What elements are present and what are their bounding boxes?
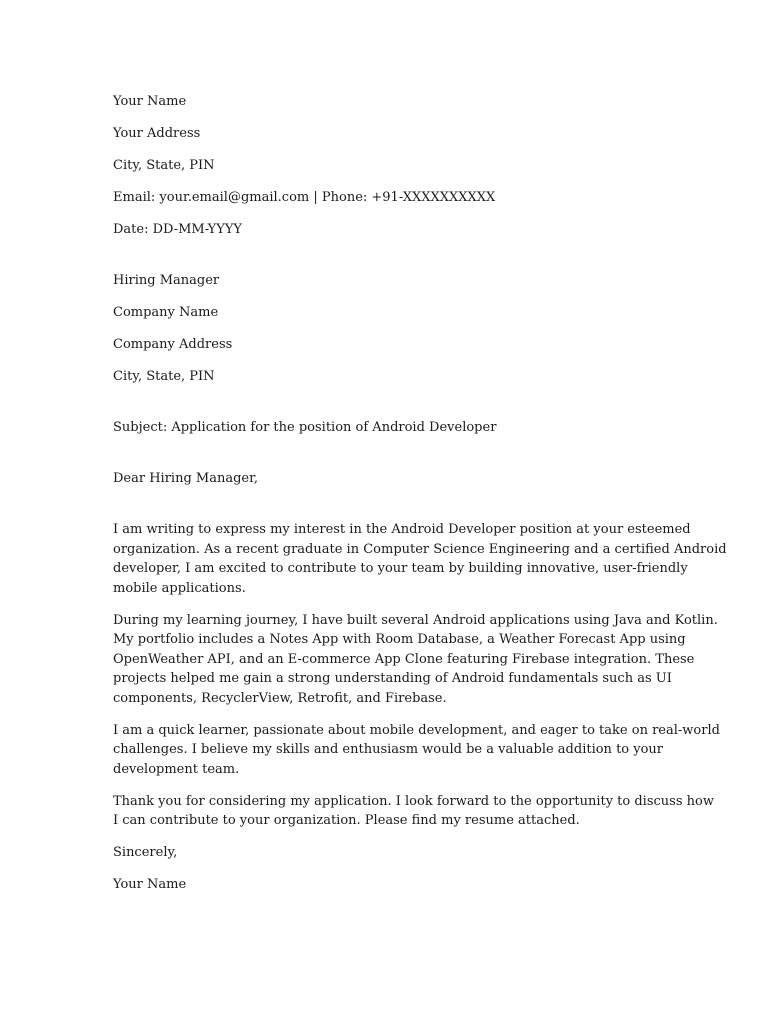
sender-city: City, State, PIN (113, 158, 215, 173)
paragraph-line: mobile applications. (113, 580, 246, 596)
recipient-address: Company Address (113, 337, 233, 352)
sender-address: Your Address (113, 126, 201, 141)
letter-closing: Sincerely, (113, 845, 178, 860)
letter-date: Date: DD-MM-YYYY (113, 222, 242, 237)
paragraph-line: I am a quick learner, passionate about mobile development, and eager to take on real-world (113, 722, 720, 738)
paragraph-line: organization. As a recent graduate in Computer Science Engineering and a certified Android (113, 541, 727, 557)
sender-name: Your Name (113, 94, 187, 109)
paragraph-line: challenges. I believe my skills and enthusiasm would be a valuable addition to your (113, 742, 664, 757)
letter-subject: Subject: Application for the position of Android Developer (113, 420, 497, 435)
paragraph-line: My portfolio includes a Notes App with Room Database, a Weather Forecast App using (113, 632, 686, 647)
recipient-block (113, 271, 658, 387)
paragraph-line: During my learning journey, I have built several Android applications using Java and Kotlin. (113, 612, 718, 628)
recipient-city: City, State, PIN (113, 369, 215, 384)
letter-signature: Your Name (113, 877, 187, 892)
body-paragraph-1 (113, 520, 727, 598)
letter-body (113, 92, 727, 907)
recipient-title: Hiring Manager (113, 273, 220, 288)
paragraph-line: development team. (113, 761, 240, 777)
body-paragraph-4 (113, 792, 714, 831)
letter-salutation: Dear Hiring Manager, (113, 471, 259, 486)
body-paragraph-2 (113, 611, 718, 709)
paragraph-line: components, RecyclerView, Retrofit, and Firebase. (113, 690, 447, 706)
body-paragraph-3 (113, 721, 720, 780)
paragraph-line: Thank you for considering my application. I look forward to the opportunity to discuss how (113, 793, 714, 809)
paragraph-line: I am writing to express my interest in the Android Developer position at your esteemed (113, 522, 691, 537)
paragraph-line: I can contribute to your organization. Please find my resume attached. (113, 813, 580, 828)
sender-block (113, 92, 658, 240)
paragraph-line: OpenWeather API, and an E-commerce App Clone featuring Firebase integration. These (113, 651, 695, 667)
paragraph-line: projects helped me gain a strong understanding of Android fundamentals such as UI (113, 671, 672, 686)
sender-contact: Email: your.email@gmail.com | Phone: +91-XXXXXXXXXX (113, 190, 496, 205)
recipient-company: Company Name (113, 305, 219, 320)
paragraph-line: developer, I am excited to contribute to your team by building innovative, user-friendly (113, 561, 688, 576)
